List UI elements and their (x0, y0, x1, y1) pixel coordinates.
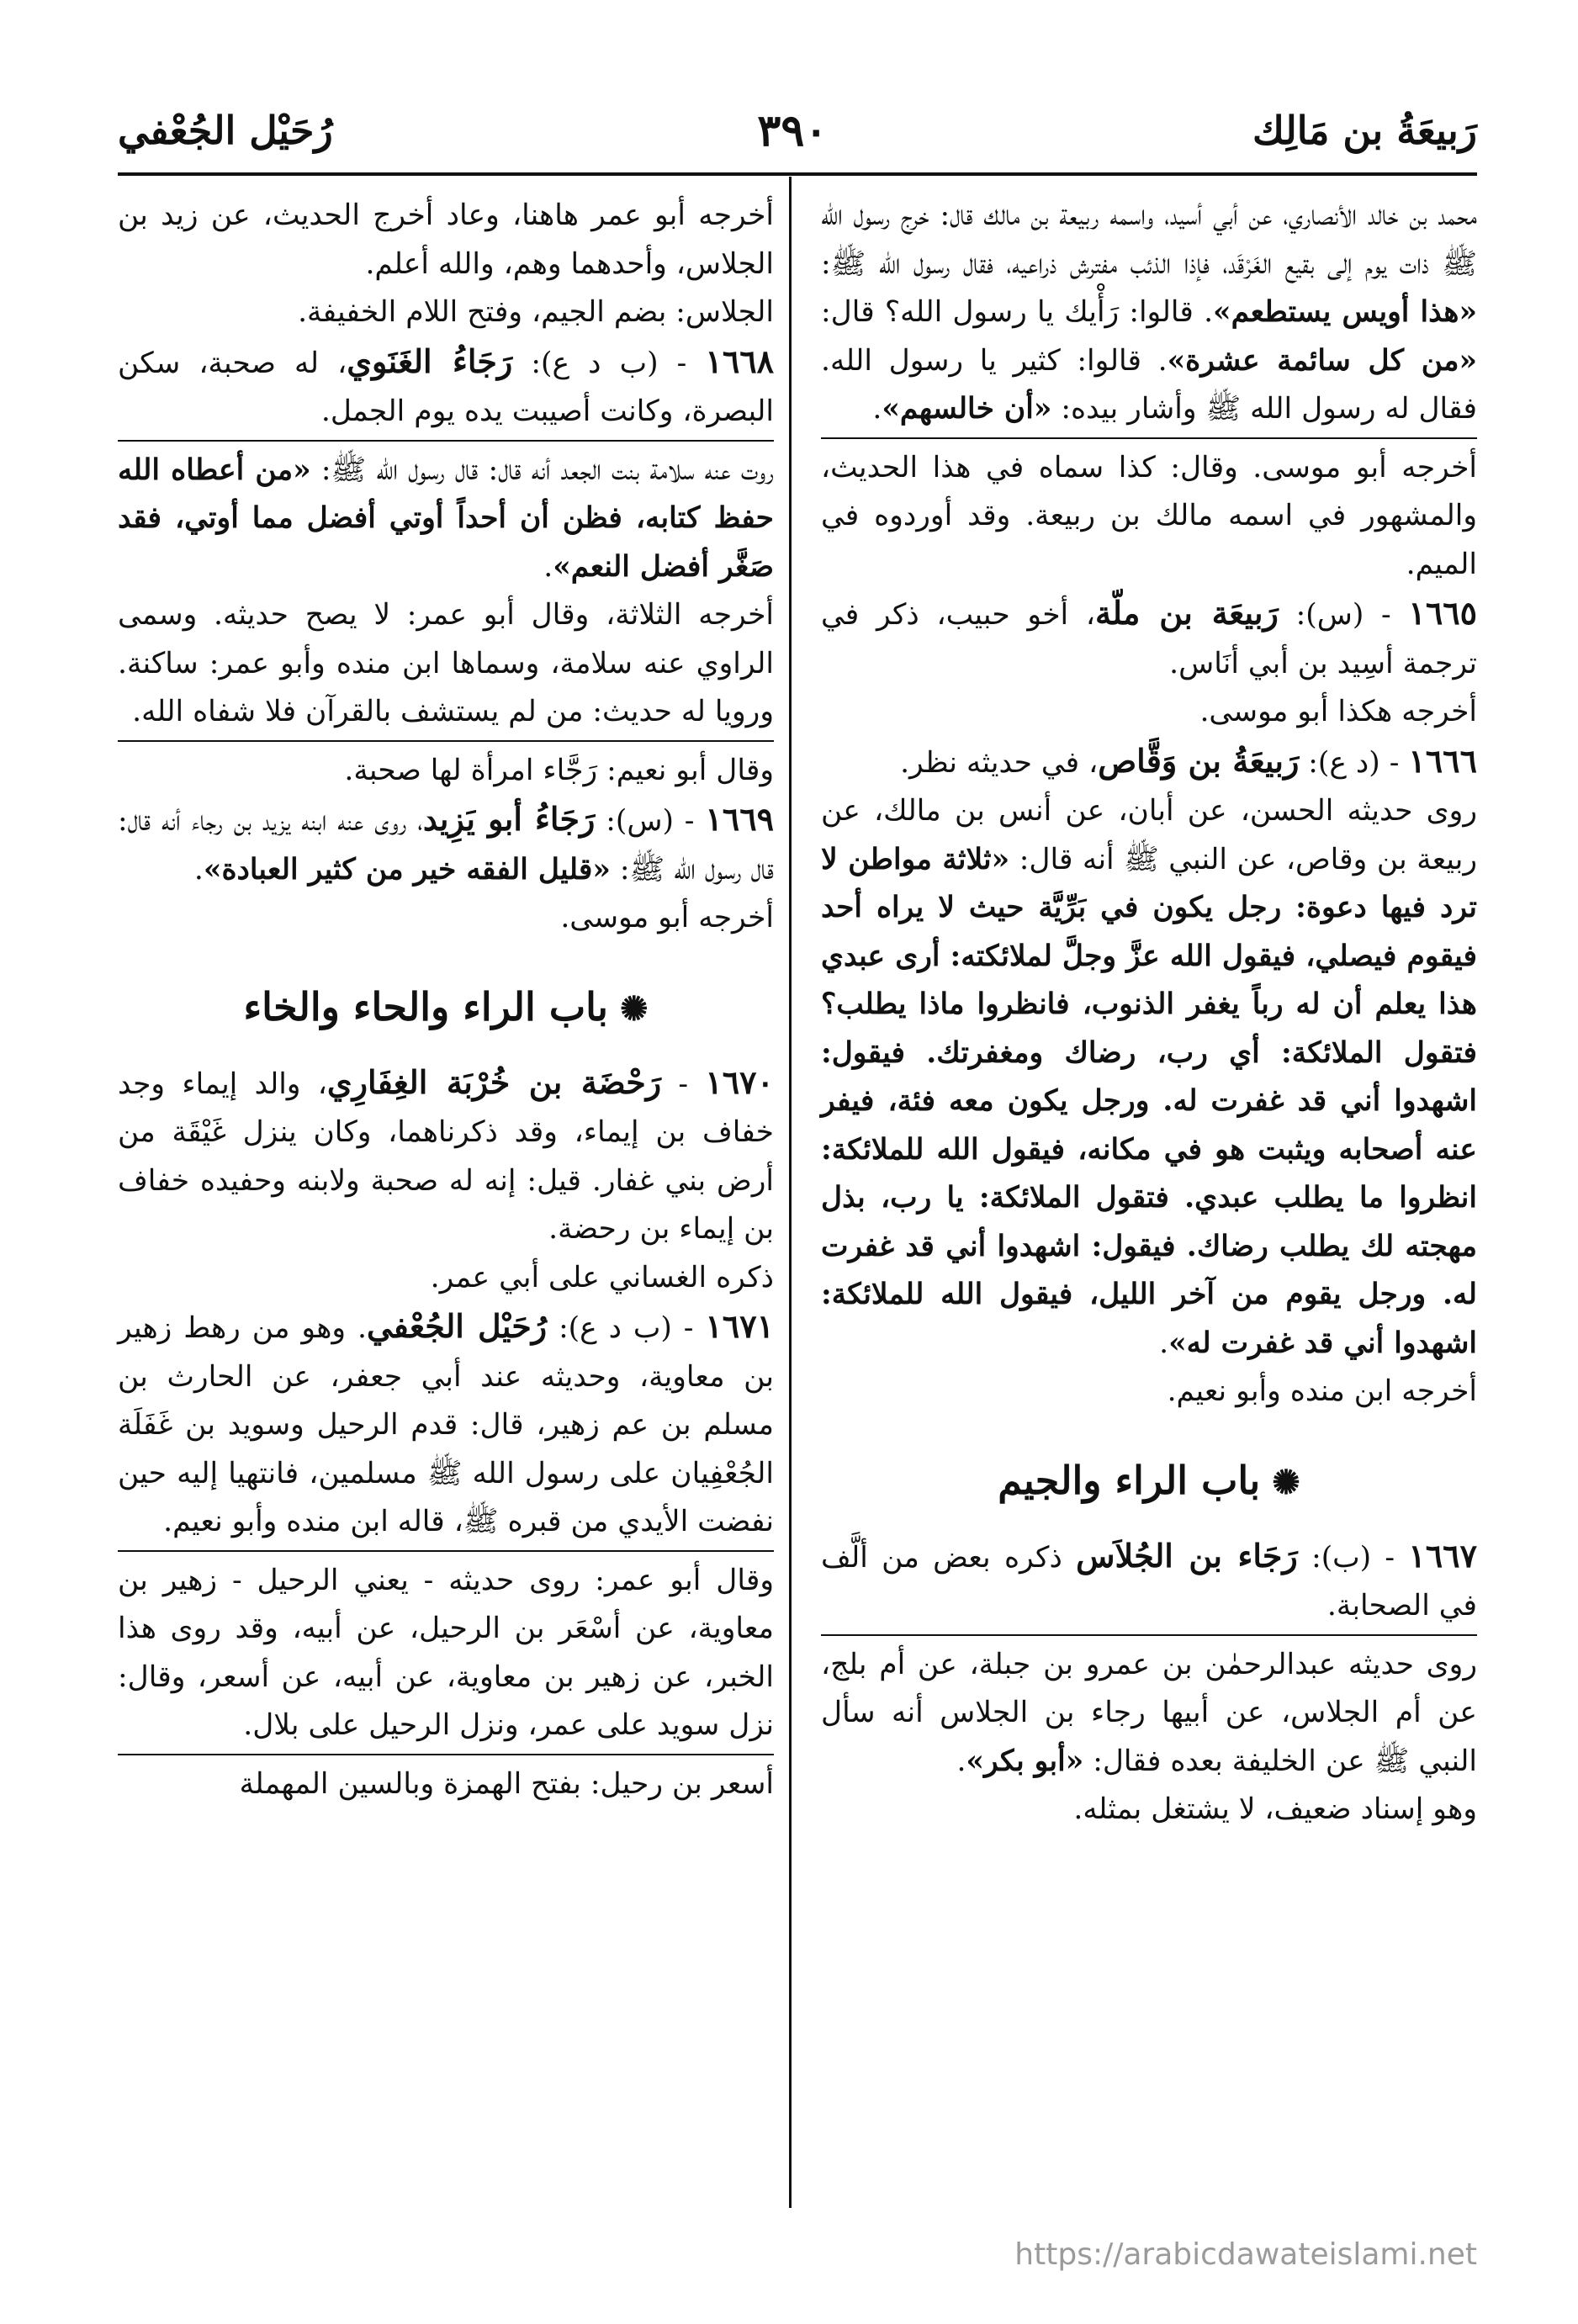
source-note: أخرجه ابن منده وأبو نعيم. (1167, 1374, 1477, 1408)
paragraph: روى حديثه الحسن، عن أبان، عن أنس بن مالك، عن ربيعة بن وقاص، عن النبي ﷺ أنه قال: «ثلاثة مواطن لا ترد فيها دعوة: رجل يكون في بَرِّيَّة حيث لا يراه أحد فيقوم فيصلي، فيقول الله عزَّ وجلَّ لملائكته: أرى عبدي هذا يعلم أن له رباً يغفر الذنوب، فانظروا ماذا يطلب؟ فتقول الملائكة: أي رب، رضاك ومغفرتك. فيقول: اشهدوا أني قد غفرت له. ورجل يكون معه فئة، فيفر عنه أصحابه ويثبت هو في مكانه، فيقول الله للملائكة: انظروا ما يطلب عبدي. فتقول الملائكة: يا رب، بذل مهجته لك يطلب رضاك. فيقول: اشهدوا أني قد غفرت له. ورجل يقوم من آخر الليل، فيقول الله للملائكة: اشهدوا أني قد غفرت له». (821, 794, 1478, 1360)
entry-code: - (678, 1067, 689, 1101)
entry-1671: ١٦٧١ - (ب د ع): رُحَيْل الجُعْفي. وهو من رهط زهير بن معاوية، وحديثه عند أبي جعفر، عن الحارث بن مسلم بن عم زهير، قال: قدم الرحيل وسويد بن غَفَلَة الجُعْفِيان على رسول الله ﷺ مسلمين، فانتهيا إليه حين نفضت الأيدي من قبره ﷺ، قاله ابن منده وأبو نعيم. (118, 1307, 775, 1538)
paragraph: أسعر بن رحيل: بفتح الهمزة وبالسين المهملة (118, 1754, 774, 1809)
star-icon: ✺ (1272, 1462, 1300, 1502)
entry-code: - (ب): (1311, 1540, 1395, 1575)
column-divider (789, 177, 792, 2208)
hadith-text: «ثلاثة مواطن لا ترد فيها دعوة: رجل يكون في بَرِّيَّة حيث لا يراه أحد فيقوم فيصلي، فيقول الله عزَّ وجلَّ لملائكته: أرى عبدي هذا يعلم أن له رباً يغفر الذنوب، فانظروا ماذا يطلب؟ فتقول الملائكة: أي رب، رضاك ومغفرتك. فيقول: اشهدوا أني قد غفرت له. ورجل يكون معه فئة، فيفر عنه أصحابه ويثبت هو في مكانه، فيقول الله للملائكة: انظروا ما يطلب عبدي. فتقول الملائكة: يا رب، بذل مهجته لك يطلب رضاك. فيقول: اشهدوا أني قد غفرت له. ورجل يقوم من آخر الليل، فيقول الله للملائكة: اشهدوا أني قد غفرت له» (821, 842, 1477, 1360)
section-heading: ✺باب الراء والجيم (998, 1457, 1300, 1503)
entry-number: ١٦٦٧ (1408, 1536, 1477, 1575)
entry-code: - (ب د ع): (559, 1311, 694, 1345)
section-heading: ✺باب الراء والحاء والخاء (243, 983, 649, 1030)
entry-name: رَجَاءُ أبو يَزِيد (422, 800, 596, 838)
entry-number: ١٦٦٨ (705, 341, 775, 380)
paragraph: الجلاس: بضم الجيم، وفتح اللام الخفيفة. (298, 295, 774, 329)
entry-1667: ١٦٦٧ - (ب): رَجَاء بن الجُلاَس ذكره بعض من ألَّف في الصحابة. (821, 1536, 1477, 1623)
right-column (821, 192, 1477, 1834)
entry-name: رَجَاءُ الغَنَوي (347, 341, 513, 380)
entry-number: ١٦٧٠ (705, 1062, 774, 1101)
entry-name: رَبيعَة بن ملّة (1095, 594, 1279, 632)
paragraph: روى حديثه عبدالرحمٰن بن عمرو بن جبلة، عن أم بلج، عن أم الجلاس، عن أبيها رجاء بن الجلاس أنه سأل النبي ﷺ عن الخليفة بعده فقال: «أبو بكر». (821, 1634, 1477, 1787)
running-title-left: رُحَيْل الجُعْفي (118, 108, 333, 153)
left-column (118, 192, 774, 1808)
entry-code: - (س): (606, 804, 695, 838)
paragraph: وقال أبو عمر: روى حديثه - يعني الرحيل - زهير بن معاوية، عن أسْعَر بن الرحيل، عن أبيه، وقد روى هذا الخبر، عن زهير بن معاوية، عن أبيه، عن أسعر، وقال: نزل سويد على عمر، ونزل الرحيل على بلال. (118, 1550, 774, 1750)
page-number: ٣٩٠ (757, 104, 829, 156)
paragraph: محمد بن خالد الأنصاري، عن أبي أسيد، واسمه ربيعة بن مالك قال: خرج رسول الله ﷺ ذات يوم إلى بقيع الغَرْقَد، فإذا الذئب مفترش ذراعيه، فقال رسول الله ﷺ: «هذا أويس يستطعم». قالوا: رَأْيك يا رسول الله؟ قال: «من كل سائمة عشرة». قالوا: كثير يا رسول الله. فقال له رسول الله ﷺ وأشار بيده: «أن خالسهم». (821, 199, 1478, 426)
star-icon: ✺ (619, 988, 649, 1029)
entry-name: رَحْضَة بن خُرْبَة الغِفَارِي (326, 1062, 662, 1101)
watermark-url: https://arabicdawateislami.net (1014, 2237, 1477, 2272)
paragraph: روت عنه سلامة بنت الجعد أنه قال: قال رسول الله ﷺ: «من أعطاه الله حفظ كتابه، فظن أن أحداً أوتي أفضل مما أوتي، فقد صَغَّر أفضل النعم». (118, 440, 774, 592)
entry-1669: ١٦٦٩ - (س): رَجَاءُ أبو يَزِيد، روى عنه ابنه يزيد بن رجاء أنه قال: قال رسول الله ﷺ: «قليل الفقه خير من كثير العبادة». (118, 800, 775, 887)
entry-code: - (ب د ع): (531, 346, 687, 380)
paragraph: وقال أبو نعيم: رَجَّاء امرأة لها صحبة. (118, 740, 774, 796)
running-head (118, 97, 1477, 164)
source-note: أخرجه أبو موسى. (560, 901, 774, 934)
entry-number: ١٦٦٩ (705, 800, 775, 838)
entry-name: رَبيعَةُ بن وَقَّاص (1098, 741, 1300, 780)
header-rule (118, 172, 1477, 176)
source-note: ذكره الغساني على أبي عمر. (430, 1260, 774, 1294)
running-title-right: رَبيعَةُ بن مَالِك (1252, 108, 1477, 153)
entry-number: ١٦٦٥ (1408, 594, 1478, 632)
paragraph: أخرجه أبو موسى. وقال: كذا سماه في هذا الحديث، والمشهور في اسمه مالك بن ربيعة. وقد أوردوه في الميم. (821, 437, 1477, 590)
entry-code: - (س): (1295, 598, 1391, 632)
entry-1666: ١٦٦٦ - (د ع): رَبيعَةُ بن وَقَّاص، في حديثه نظر. (900, 741, 1477, 780)
paragraph: أخرجه الثلاثة، وقال أبو عمر: لا يصح حديثه. وسمى الراوي عنه سلامة، وسماها ابن منده وأبو عمر: ساكنة. ورويا له حديث: من لم يستشف بالقرآن فلا شفاه الله. (118, 598, 774, 728)
paragraph: وهو إسناد ضعيف، لا يشتغل بمثله. (1073, 1792, 1477, 1826)
entry-1665: ١٦٦٥ - (س): رَبيعَة بن ملّة، أخو حبيب، ذكر في ترجمة أسِيد بن أبي أنَاس. (821, 594, 1478, 680)
entry-1668: ١٦٦٨ - (ب د ع): رَجَاءُ الغَنَوي، له صحبة، سكن البصرة، وكانت أصيبت يده يوم الجمل. (118, 341, 775, 428)
entry-number: ١٦٦٦ (1408, 741, 1477, 780)
entry-number: ١٦٧١ (705, 1307, 775, 1345)
entry-code: - (د ع): (1308, 745, 1400, 780)
entry-name: رُحَيْل الجُعْفي (366, 1307, 548, 1345)
entry-name: رَجَاء بن الجُلاَس (1076, 1536, 1298, 1575)
entry-1670: ١٦٧٠ - رَحْضَة بن خُرْبَة الغِفَارِي، والد إيماء وجد خفاف بن إيماء، وقد ذكرناهما، وكان ينزل غَيْقَة من أرض بني غفار. قيل: إنه له صحبة ولابنه وحفيده خفاف بن إيماء بن رحضة. (118, 1062, 774, 1246)
source-note: أخرجه هكذا أبو موسى. (1199, 695, 1477, 728)
paragraph: أخرجه أبو عمر هاهنا، وعاد أخرج الحديث، عن زيد بن الجلاس، وأحدهما وهم، والله أعلم. (118, 199, 774, 281)
